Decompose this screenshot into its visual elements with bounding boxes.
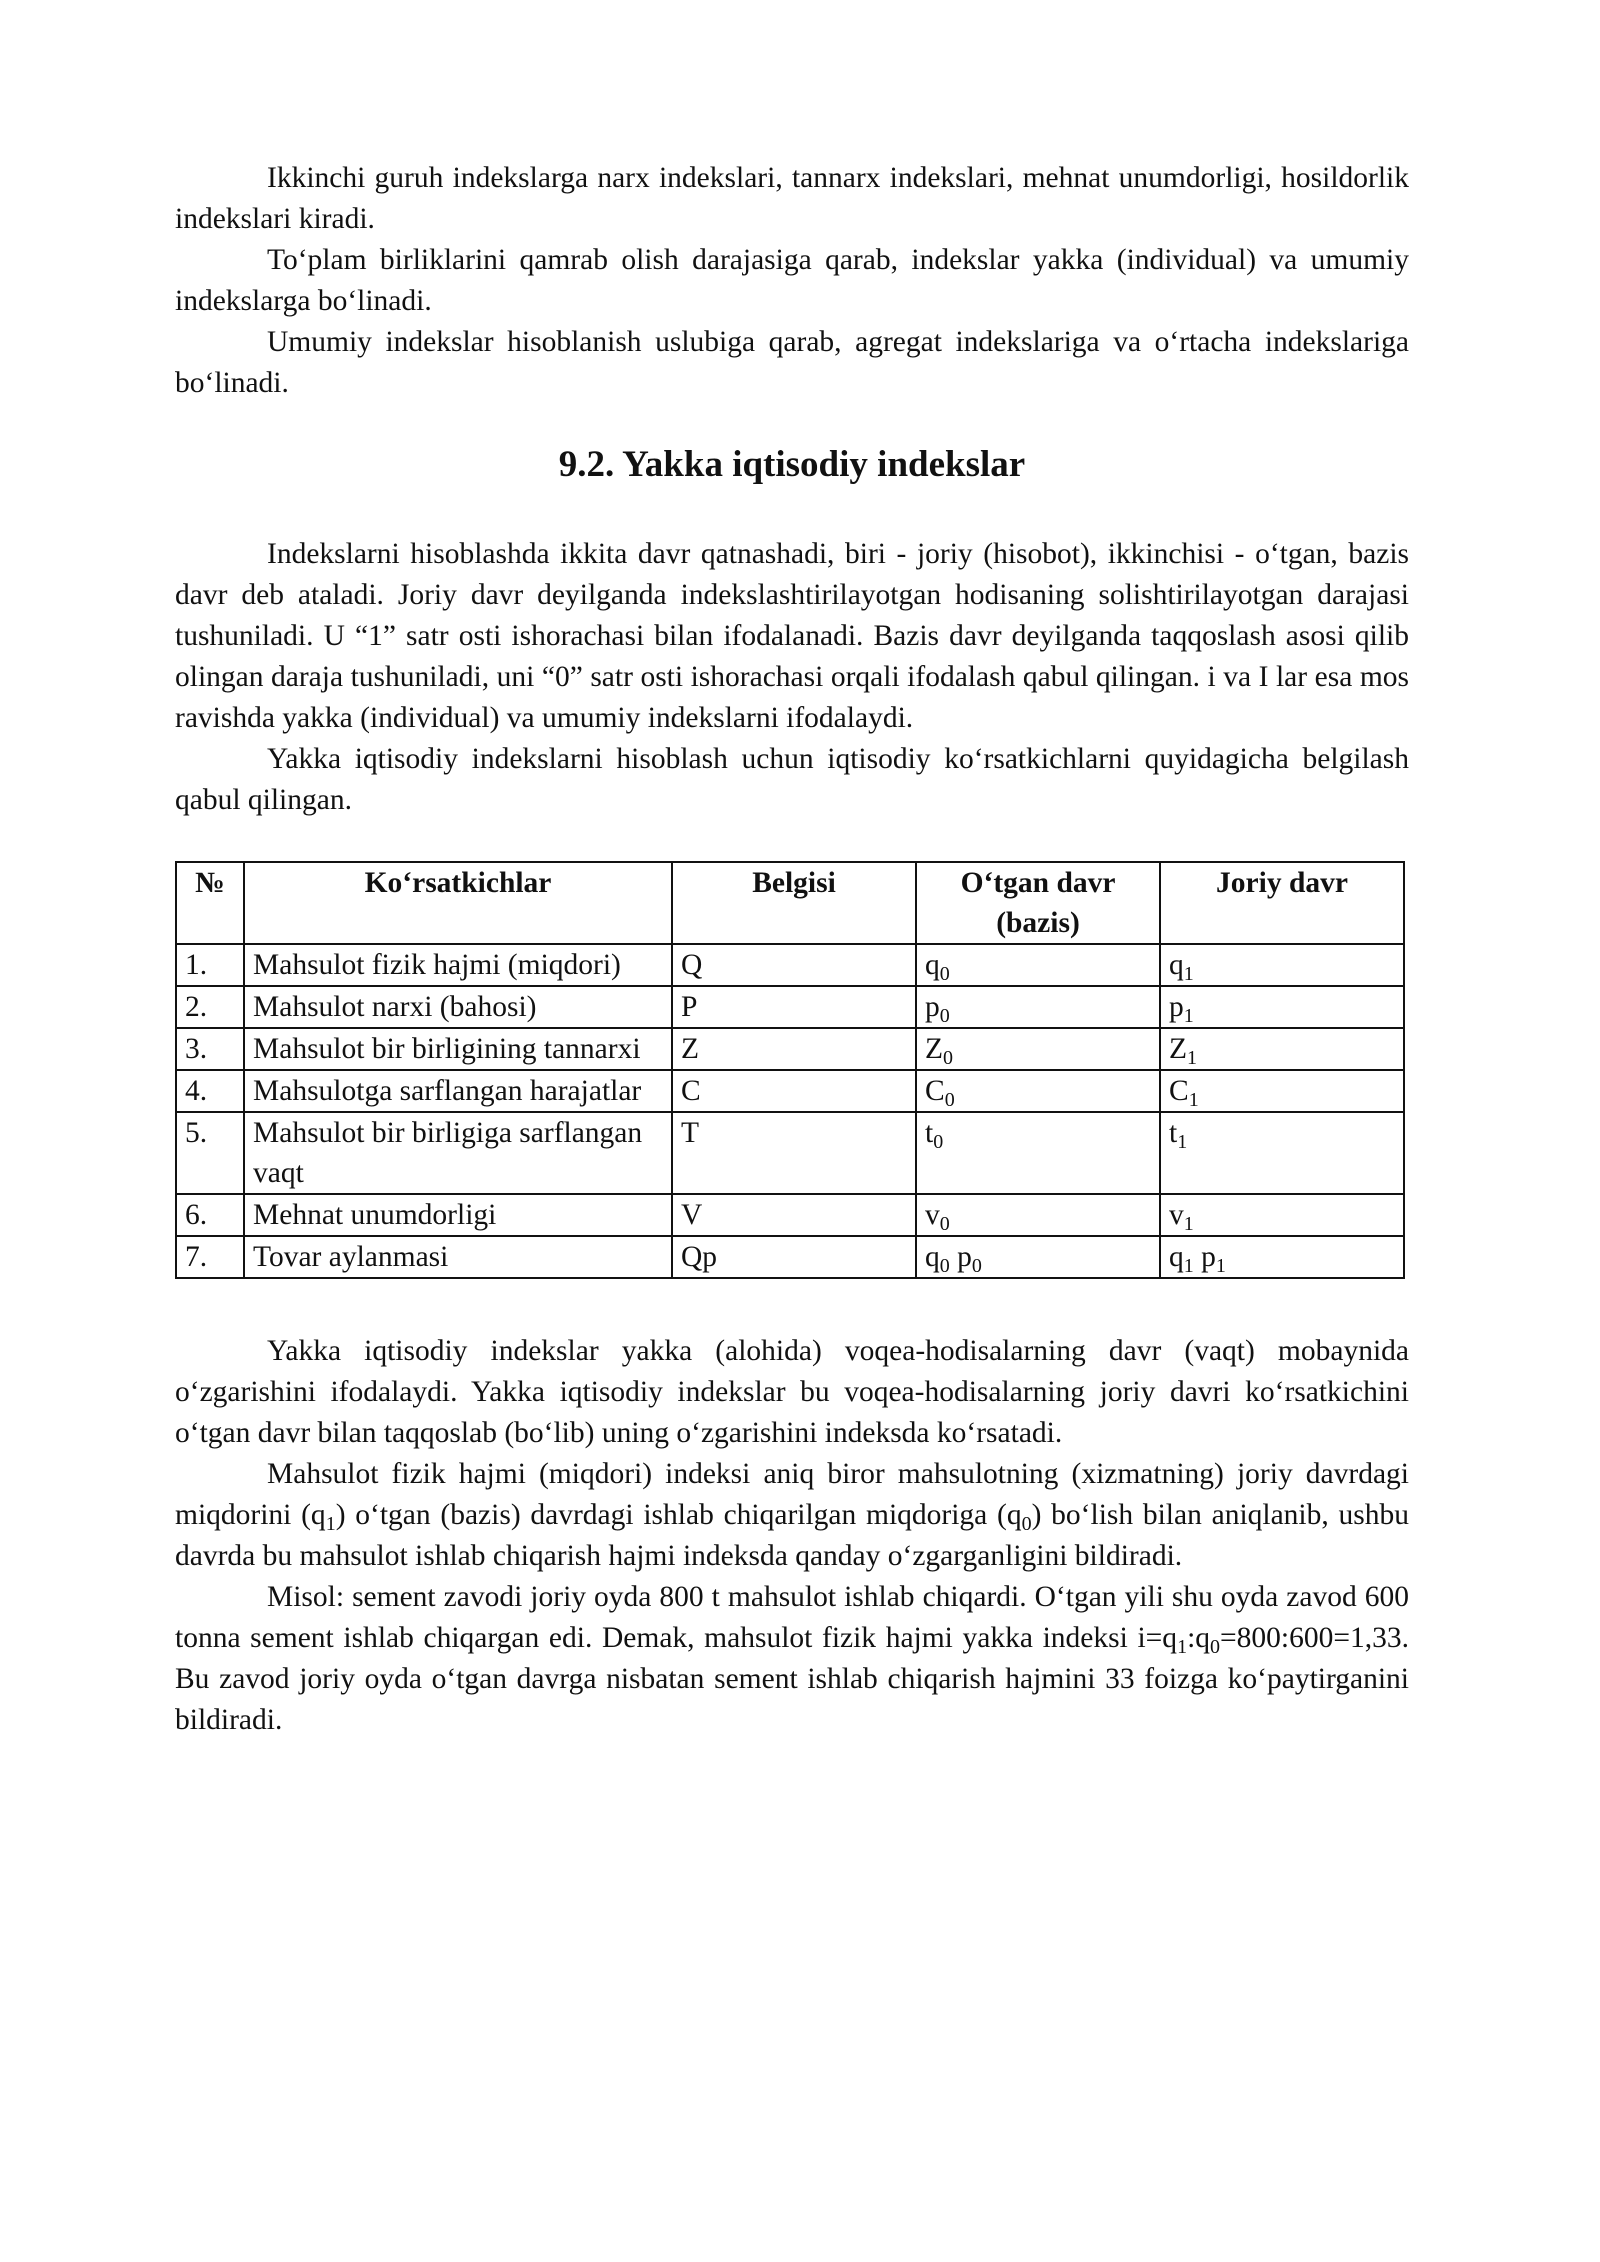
indicators-table [175,861,1405,1279]
table-row [176,1194,1404,1236]
cell-current: $C_1$ [1160,1070,1404,1112]
table-body [176,944,1404,1278]
table-row [176,986,1404,1028]
header-name: Ko‘rsatkichlar [244,862,672,944]
document-page [175,158,1409,1741]
cell-current: $q_1$ [1160,944,1404,986]
cell-current: $q_1$ $p_1$ [1160,1236,1404,1278]
cell-name: Mehnat unumdorligi [244,1194,672,1236]
section-paragraph-2: Yakka iqtisodiy indekslarni hisoblash uchun iqtisodiy ko‘rsatkichlarni quyidagicha belgilash qabul qilingan. [175,743,1409,816]
cell-name: Mahsulot fizik hajmi (miqdori) [244,944,672,986]
table-row [176,1236,1404,1278]
cell-past: $p_0$ [916,986,1160,1028]
cell-current: $p_1$ [1160,986,1404,1028]
header-past-line2: (bazis) [996,907,1080,939]
cell-name: Mahsulotga sarflangan harajatlar [244,1070,672,1112]
header-past [916,862,1160,944]
cell-sign: Qp [672,1236,916,1278]
cell-name: Mahsulot bir birligiga sarflangan vaqt [244,1112,672,1194]
table-row [176,1112,1404,1194]
table-header-row [176,862,1404,944]
cell-past: $q_0$ $p_0$ [916,1236,1160,1278]
closing-paragraph-1: Yakka iqtisodiy indekslar yakka (alohida) voqea-hodisalarning davr (vaqt) mobaynida o‘zgarishini ifodalaydi. Yakka iqtisodiy indekslar bu voqea-hodisalarning joriy davri ko‘rsatkichini o‘tgan davr bilan taqqoslab (bo‘lib) uning o‘zgarishini indeksda ko‘rsatadi. [175,1335,1409,1449]
header-past-line1: O‘tgan davr [960,867,1116,899]
cell-past: $C_0$ [916,1070,1160,1112]
cell-sign: P [672,986,916,1028]
cell-past: $Z_0$ [916,1028,1160,1070]
cell-sign: T [672,1112,916,1194]
cell-current: $t_1$ [1160,1112,1404,1194]
cell-num: 1. [176,944,244,986]
cell-past: $t_0$ [916,1112,1160,1194]
cell-num: 7. [176,1236,244,1278]
closing-paragraph-3: Misol: sement zavodi joriy oyda 800 t mahsulot ishlab chiqardi. O‘tgan yili shu oyda zavod 600 tonna sement ishlab chiqargan edi. Demak, mahsulot fizik hajmi yakka indeksi $i=q_1:q_0=800:600=1,33$. Bu zavod joriy oyda o‘tgan davrga nisbatan sement ishlab chiqarish hajmini 33 foizga ko‘paytirganini bildiradi. [175,1581,1409,1736]
header-sign: Belgisi [672,862,916,944]
cell-num: 5. [176,1112,244,1194]
intro-paragraph-1: Ikkinchi guruh indekslarga narx indekslari, tannarx indekslari, mehnat unumdorligi, hosildorlik indekslari kiradi. [175,162,1409,235]
cell-past: $q_0$ [916,944,1160,986]
cell-current: $v_1$ [1160,1194,1404,1236]
closing-paragraph-2: Mahsulot fizik hajmi (miqdori) indeksi aniq biror mahsulotning (xizmatning) joriy davrdagi miqdorini $(q_1)$ o‘tgan (bazis) davrdagi ishlab chiqarilgan miqdoriga $(q_0)$ bo‘lish bilan aniqlanib, ushbu davrda bu mahsulot ishlab chiqarish hajmi indeksda qanday o‘zgarganligini bildiradi. [175,1458,1409,1572]
closing-section [175,1331,1409,1741]
cell-sign: Q [672,944,916,986]
cell-num: 3. [176,1028,244,1070]
cell-name: Tovar aylanmasi [244,1236,672,1278]
cell-sign: V [672,1194,916,1236]
cell-num: 4. [176,1070,244,1112]
header-current: Joriy davr [1160,862,1404,944]
cell-sign: Z [672,1028,916,1070]
intro-paragraph-3: Umumiy indekslar hisoblanish uslubiga qarab, agregat indekslariga va o‘rtacha indekslariga bo‘linadi. [175,326,1409,399]
table-row [176,1028,1404,1070]
cell-past: $v_0$ [916,1194,1160,1236]
cell-name: Mahsulot bir birligining tannarxi [244,1028,672,1070]
section-title: 9.2. Yakka iqtisodiy indekslar [558,444,1026,485]
cell-num: 2. [176,986,244,1028]
intro-paragraph-2: To‘plam birliklarini qamrab olish darajasiga qarab, indekslar yakka (individual) va umumiy indekslarga bo‘linadi. [175,244,1409,317]
section-paragraph-1: Indekslarni hisoblashda ikkita davr qatnashadi, biri - joriy (hisobot), ikkinchisi - o‘tgan, bazis davr deb ataladi. Joriy davr deyilganda indekslashtirilayotgan hodisaning solishtirilayotgan darajasi tushuniladi. U “1” satr osti ishorachasi bilan ifodalanadi. Bazis davr deyilganda taqqoslash asosi qilib olingan daraja tushuniladi, uni “0” satr osti ishorachasi orqali ifodalash qabul qilingan. i va I lar esa mos ravishda yakka (individual) va umumiy indekslarni ifodalaydi. [175,538,1409,734]
table-row [176,944,1404,986]
cell-num: 6. [176,1194,244,1236]
header-num: № [176,862,244,944]
cell-name: Mahsulot narxi (bahosi) [244,986,672,1028]
cell-sign: C [672,1070,916,1112]
table-row [176,1070,1404,1112]
table-header [176,862,1404,944]
cell-current: $Z_1$ [1160,1028,1404,1070]
